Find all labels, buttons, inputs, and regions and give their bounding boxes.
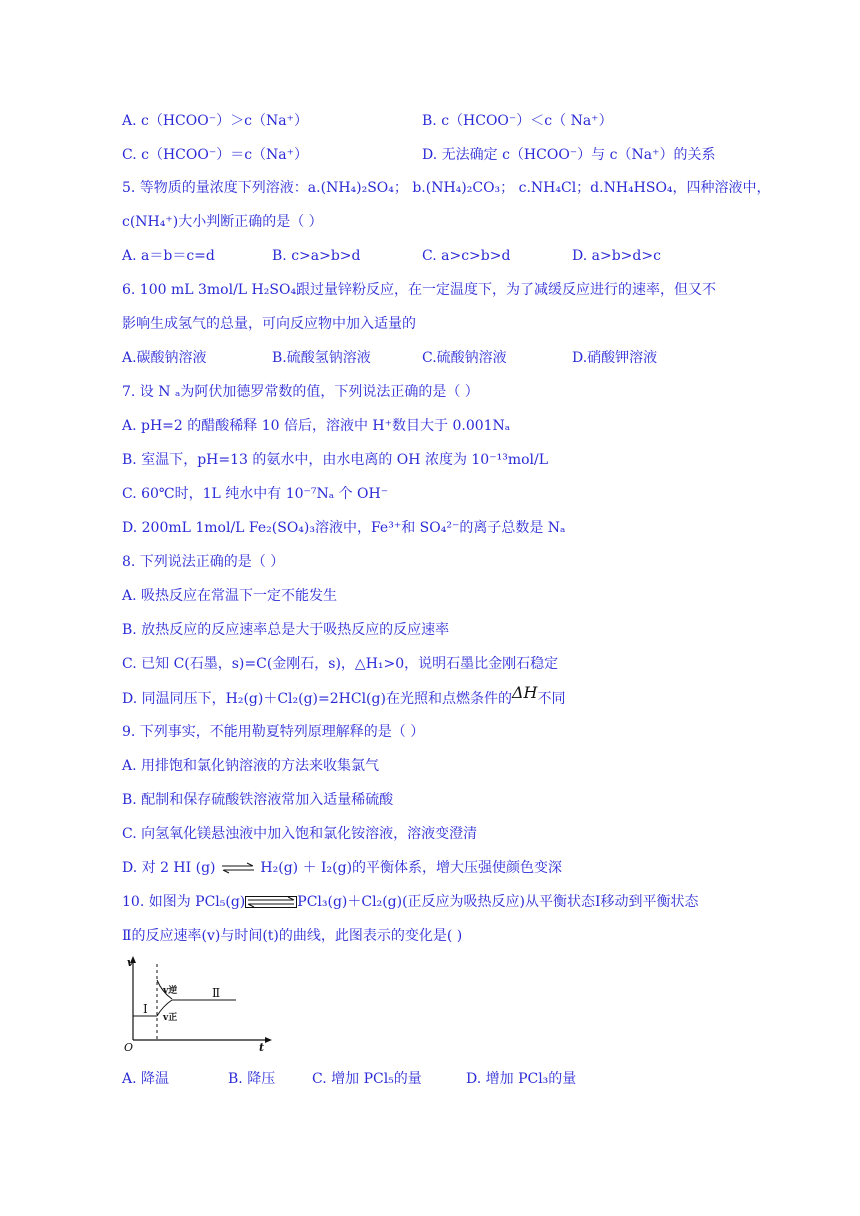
q6-stem-line1: 6. 100 mL 3mol/L H₂SO₄跟过量锌粉反应，在一定温度下，为了减缓反应进行的速率，但又不 [122,282,717,298]
state1-label: Ⅰ [143,1002,148,1016]
q10-option-b: B. 降压 [228,1071,276,1087]
q9-option-c: C. 向氢氧化镁悬浊液中加入饱和氯化铵溶液，溶液变澄清 [122,826,478,842]
q10-option-a: A. 降温 [122,1071,170,1087]
q10-stem-line2: Ⅱ的反应速率(v)与时间(t)的曲线，此图表示的变化是( ) [122,928,463,944]
q9-option-d-tail: H₂(g) ＋ I₂(g)的平衡体系，增大压强使颜色变深 [260,860,563,876]
q9-option-b: B. 配制和保存硫酸铁溶液常加入适量稀硫酸 [122,792,394,808]
q7-option-b: B. 室温下，pH=13 的氨水中，由水电离的 OH 浓度为 10⁻¹³mol/L [122,452,549,468]
q4-option-d: D. 无法确定 c（HCOO⁻）与 c（Na⁺）的关系 [422,147,716,163]
state2-label: Ⅱ [212,986,221,1000]
origin-label: O [124,1041,134,1052]
q7-stem: 7. 设 N ₐ为阿伏加德罗常数的值，下列说法正确的是（ ） [122,384,479,400]
q6-stem-line2: 影响生成氢气的总量，可向反应物中加入适量的 [122,316,416,332]
q9-option-a: A. 用排饱和氯化钠溶液的方法来收集氯气 [122,758,380,774]
q9-option-d [122,858,562,878]
equilibrium-arrow-icon [245,896,297,908]
q6-option-c: C.硫酸钠溶液 [422,350,507,366]
q5-stem-line1: 5. 等物质的量浓度下列溶液：a.(NH₄)₂SO₄； b.(NH₄)₂CO₃； c.NH₄Cl；d.NH₄HSO₄，四种溶液中， [122,180,771,196]
q8-option-b: B. 放热反应的反应速率总是大于吸热反应的反应速率 [122,622,450,638]
q8-option-d [122,683,566,709]
q6-option-d: D.硝酸钾溶液 [572,350,658,366]
q5-option-b: B. c>a>b>d [272,248,361,264]
v-forward-label: v正 [163,1013,178,1023]
q5-option-c: C. a>c>b>d [422,248,511,264]
q5-option-a: A. a＝b＝c=d [122,248,215,264]
q4-option-b: B. c（HCOO⁻）＜c（ Na⁺） [422,113,613,129]
q9-option-d-text: D. 对 2 HI (g) [122,860,216,876]
y-axis-label: v [127,956,134,969]
q8-stem: 8. 下列说法正确的是（ ） [122,554,285,570]
q7-option-d: D. 200mL 1mol/L Fe₂(SO₄)₃溶液中，Fe³⁺和 SO₄²⁻的离子总数是 Nₐ [122,520,566,536]
q7-option-c: C. 60℃时，1L 纯水中有 10⁻⁷Nₐ 个 OH⁻ [122,486,389,502]
q7-option-a: A. pH=2 的醋酸稀释 10 倍后，溶液中 H⁺数目大于 0.001Nₐ [122,418,511,434]
q8-option-c: C. 已知 C(石墨，s)=C(金刚石，s)，△H₁>0，说明石墨比金刚石稳定 [122,656,559,672]
x-axis-label: t [259,1041,265,1052]
q8-option-d-text: D. 同温同压下，H₂(g)＋Cl₂(g)=2HCl(g)在光照和点燃条件的 [122,691,512,707]
q10-option-d: D. 增加 PCl₃的量 [466,1071,577,1087]
q5-stem-line2: c(NH₄⁺)大小判断正确的是（ ） [122,214,323,230]
rate-time-graph [118,952,283,1052]
q8-option-a: A. 吸热反应在常温下一定不能发生 [122,588,338,604]
q10-option-c: C. 增加 PCl₅的量 [312,1071,422,1087]
q4-option-c: C. c（HCOO⁻）＝c（Na⁺） [122,147,309,163]
x-axis-arrow-icon [265,1037,272,1043]
q6-option-a: A.碳酸钠溶液 [122,350,207,366]
q10-stem-line1 [122,892,699,912]
q10-stem-tail: PCl₃(g)＋Cl₂(g)(正反应为吸热反应)从平衡状态Ⅰ移动到平衡状态 [297,894,699,910]
equilibrium-arrow-icon [220,862,256,874]
v-reverse-label: v逆 [163,986,178,996]
q6-option-b: B.硫酸氢钠溶液 [272,350,371,366]
q10-stem-text: 10. 如图为 PCl₅(g) [122,894,246,910]
q8-option-d-tail: 不同 [537,691,566,707]
delta-h-symbol: ΔH [511,683,538,702]
q4-option-a: A. c（HCOO⁻）＞c（Na⁺） [122,113,308,129]
q9-stem: 9. 下列事实，不能用勒夏特列原理解释的是（ ） [122,724,425,740]
q5-option-d: D. a>b>d>c [572,248,661,264]
